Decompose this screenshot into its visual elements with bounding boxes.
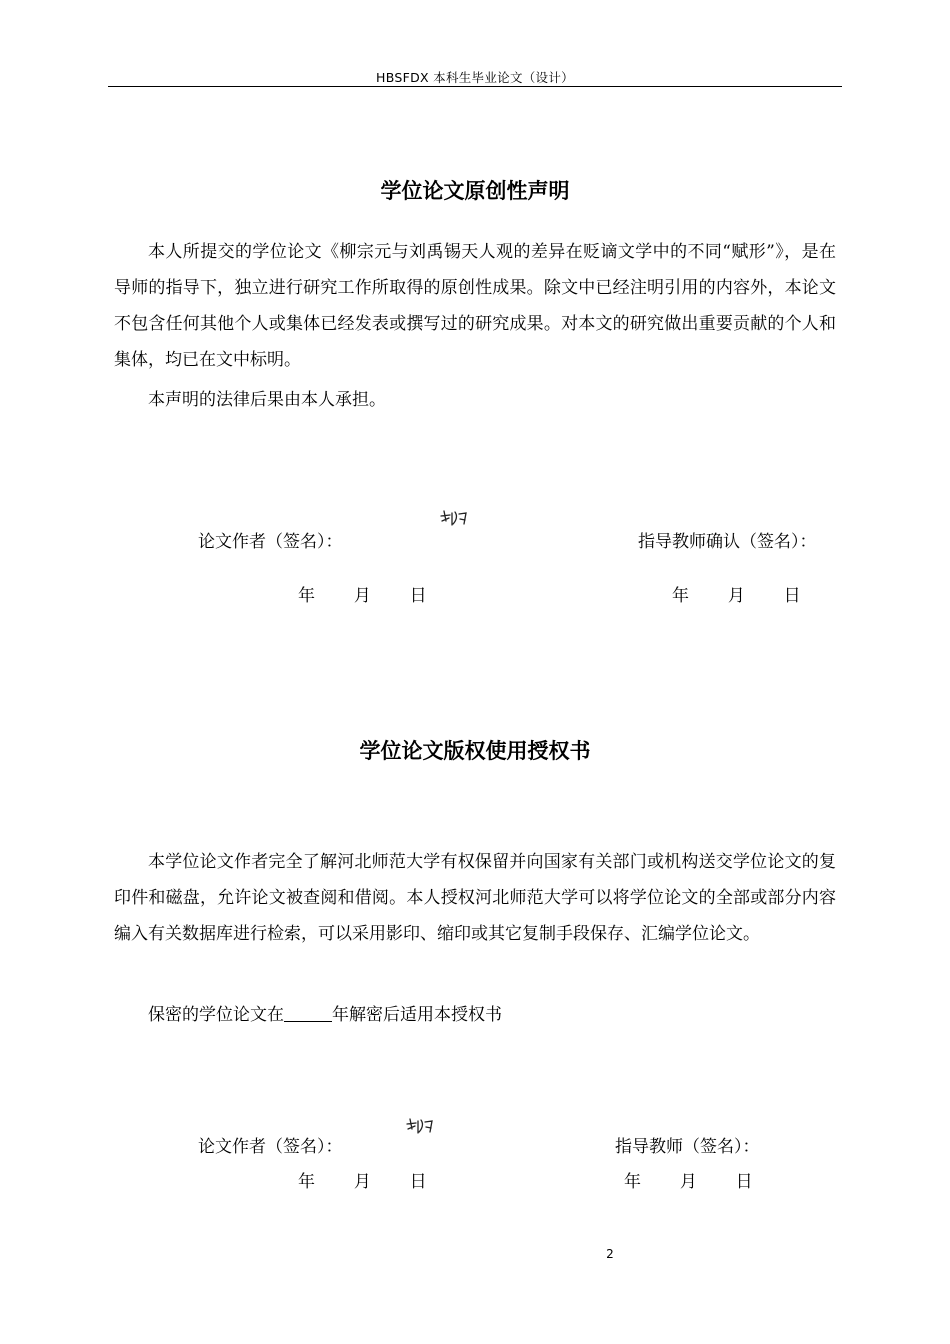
secret-clause bbox=[148, 1000, 502, 1025]
secret-suffix: 年解密后适用本授权书 bbox=[332, 1005, 502, 1025]
years-blank bbox=[284, 1005, 332, 1022]
date-year: 年 bbox=[298, 1172, 315, 1192]
declaration-advisor-label: 指导教师确认（签名）： bbox=[638, 532, 817, 552]
declaration-paragraph-1: 本人所提交的学位论文《柳宗元与刘禹锡天人观的差异在贬谪文学中的不同“赋形”》，是在导师的指导下，独立进行研究工作所取得的原创性成果。除文中已经注明引用的内容外，本论文不包含任何其他个人或集体已经发表或撰写过的研究成果。对本文的研究做出重要贡献的个人和集体，均已在文中标明。 bbox=[114, 242, 836, 370]
author-signature bbox=[438, 508, 472, 534]
date-day: 日 bbox=[409, 1172, 427, 1192]
date-month: 月 bbox=[727, 586, 745, 606]
page-header: HBSFDX 本科生毕业论文（设计） bbox=[376, 70, 574, 85]
date-year: 年 bbox=[672, 586, 689, 606]
authorization-paragraph-1: 本学位论文作者完全了解河北师范大学有权保留并向国家有关部门或机构送交学位论文的复印件和磁盘，允许论文被查阅和借阅。本人授权河北师范大学可以将学位论文的全部或部分内容编入有关数据库进行检索，可以采用影印、缩印或其它复制手段保存、汇编学位论文。 bbox=[114, 852, 836, 944]
page-number: 2 bbox=[606, 1247, 614, 1261]
header-rule bbox=[108, 86, 842, 87]
declaration-author-date bbox=[298, 581, 427, 606]
date-month: 月 bbox=[353, 586, 371, 606]
authorization-title: 学位论文版权使用授权书 bbox=[359, 739, 591, 763]
date-month: 月 bbox=[353, 1172, 371, 1192]
date-year: 年 bbox=[624, 1172, 641, 1192]
declaration-title: 学位论文原创性声明 bbox=[380, 179, 570, 203]
authorization-advisor-date bbox=[624, 1167, 753, 1192]
author-signature bbox=[404, 1116, 438, 1142]
date-day: 日 bbox=[783, 586, 801, 606]
date-day: 日 bbox=[735, 1172, 753, 1192]
secret-prefix: 保密的学位论文在 bbox=[148, 1005, 284, 1025]
declaration-advisor-date bbox=[672, 581, 801, 606]
declaration-author-label: 论文作者（签名）： bbox=[198, 532, 343, 552]
authorization-author-label: 论文作者（签名）： bbox=[198, 1137, 343, 1157]
date-month: 月 bbox=[679, 1172, 697, 1192]
declaration-paragraph-2: 本声明的法律后果由本人承担。 bbox=[148, 390, 386, 410]
date-day: 日 bbox=[409, 586, 427, 606]
authorization-author-date bbox=[298, 1167, 427, 1192]
date-year: 年 bbox=[298, 586, 315, 606]
authorization-advisor-label: 指导教师（签名）： bbox=[615, 1137, 760, 1157]
